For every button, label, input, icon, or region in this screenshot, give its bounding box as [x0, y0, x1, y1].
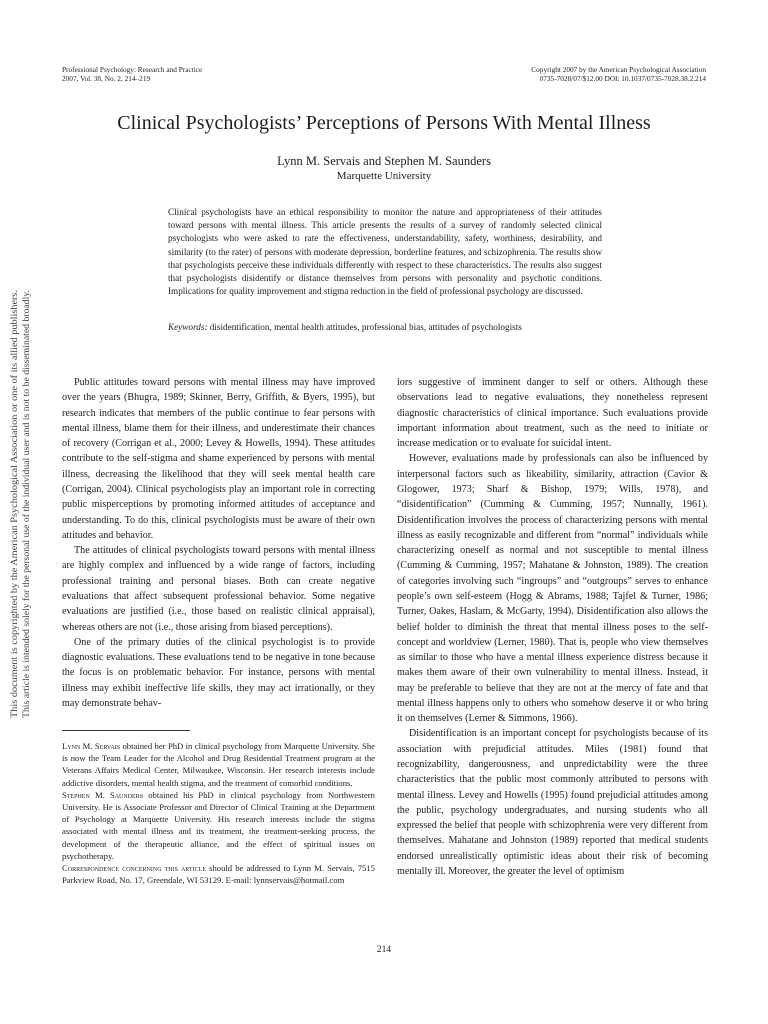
- body-column-right: [397, 375, 708, 879]
- paragraph: Public attitudes toward persons with mental illness may have improved over the years (Bhugra, 1989; Skinner, Berry, Griffith, & Byers, 1995), but research indicates that members of the public continue to fear persons with mental illness, blame them for their illness, and underestimate their chances of recovery (Corrigan et al., 2000; Levey & Howells, 1994). These attitudes contribute to the self-stigma and shame experienced by persons with mental illness, decreasing the likelihood that they will seek mental health care (Corrigan, 2004). Clinical psychologists play an important role in correcting public misperceptions by promoting informed attitudes of acceptance and understanding. To do this, clinical psychologists must be aware of their own attitudes and behavior.: [62, 377, 375, 541]
- paragraph: iors suggestive of imminent danger to self or others. Although these observations lead to negative evaluations, they nonetheless represent diagnostic characteristics of clinical importance. Such evaluations provide important information about treatment, such as the need to initiate or increase medication or to evaluate for suicidal intent.: [397, 377, 708, 450]
- journal-volume: 2007, Vol. 38, No. 2, 214–219: [62, 73, 151, 83]
- page-number: 214: [376, 945, 392, 955]
- author-note-saunders: [62, 789, 375, 862]
- keywords-label: Keywords:: [168, 322, 208, 332]
- copyright-notice: Copyright 2007 by the American Psychological Association: [531, 65, 706, 74]
- author-name: Lynn M. Servais: [62, 741, 121, 751]
- author-affiliation: Marquette University: [336, 170, 432, 182]
- paragraph: The attitudes of clinical psychologists toward persons with mental illness are highly complex and influenced by a wide range of factors, including professional training and personal biases. Both can create negative evaluations that affect subsequent professional behavior. Some negative evaluations are justified (i.e., those based on realistic clinical appraisal), whereas others are not (i.e., those arising from biased perceptions).: [62, 545, 375, 633]
- paragraph: However, evaluations made by professionals can also be influenced by interpersonal factors such as likeability, similarity, attraction (Cavior & Glogower, 1973; Sharf & Bishop, 1979; Wills, 1978), and “disidentification” (Cumming & Cumming, 1957; Nunnally, 1961). Disidentification involves the process of characterizing persons with mental illness as easily recognizable and different from “normal” individuals while characterizing oneself as normal and not susceptible to mental illness (Cumming & Cumming, 1957; Mahatane & Johnston, 1989). The creation of categories involving such “ingroups” and “outgroups” serves to enhance people’s own self-esteem (Hogg & Abrams, 1988; Tajfel & Turner, 1986; Turner, Oakes, Haslam, & McGarty, 1994). Disidentification also allows the belief holder to diminish the threat that mental illness poses to the self-concept and worldview (Lerner, 1980). That is, people who view themselves as similar to those who have a mental illness experience distress because it makes them aware of their own vulnerability to mental illness. Instead, it may be preferable to believe that they are not at the mercy of fate and that mental illness happens only to others who somehow deserve it or who bring it on themselves (Lerner & Simmons, 1966).: [397, 453, 708, 725]
- sidebar-copyright-line: This document is copyrighted by the American Psychological Association or one of its allied publishers.: [10, 327, 20, 718]
- copyright-header: [531, 66, 706, 83]
- journal-name: Professional Psychology: Research and Practice: [62, 65, 203, 74]
- sidebar-usage-line: This article is intended solely for the personal use of the individual user and is not to be disseminated broadly.: [22, 305, 32, 718]
- body-column-left: [62, 375, 375, 711]
- article-title: Clinical Psychologists’ Perceptions of Persons With Mental Illness: [117, 112, 651, 134]
- author-note-text: obtained his PhD in clinical psychology from Northwestern University. He is Associate Professor and Director of Clinical Training at the Department of Psychology at Marquette University. His research interests include the stigma associated with mental illness and its treatment, the treatment-seeking process, the development of the therapeutic alliance, and the effect of spiritual issues on psychotherapy.: [62, 789, 375, 861]
- author-note-text: obtained her PhD in clinical psychology from Marquette University. She is now the Team Leader for the Alcohol and Drug Residential Treatment program at the Veterans Affairs Medical Center, Milwaukee, Wisconsin. Her research interests include addictive disorders, mental health stigma, and the treatment of comorbid conditions.: [62, 741, 375, 788]
- paragraph: Disidentification is an important concept for psychologists because of its association with prejudicial attitudes. Miles (1981) found that recognizability, dangerousness, and unpredictability were the three characteristics that the public most commonly attributed to persons with mental illness. Levey and Howells (1995) found prejudicial attitudes among the public, psychology undergraduates, and nursing students who all expressed the belief that people with schizophrenia were very different from themselves. Mahatane and Johnston (1989) reported that medical students endorsed unrealistically optimistic ideas about their risk of becoming mentally ill. Moreover, the greater the level of optimism: [397, 728, 708, 877]
- footnote-divider: [62, 730, 190, 731]
- author-name: Stephen M. Saunders: [62, 789, 144, 800]
- paragraph: One of the primary duties of the clinical psychologist is to provide diagnostic evaluations. These evaluations tend to be negative in tone because the focus is on problematic behavior. For instance, persons with mental illness may exhibit ineffective life skills, they may act irrationally, or they may demonstrate behav-: [62, 636, 375, 709]
- author-notes: [62, 740, 375, 886]
- article-authors: Lynn M. Servais and Stephen M. Saunders: [277, 154, 491, 168]
- doi-line: 0735-7028/07/$12.00 DOI: 10.1037/0735-7028.38.2.214: [539, 73, 706, 83]
- copyright-sidebar: [5, 288, 49, 718]
- correspondence-text: should be addressed to Lynn M. Servais, 7515 Parkview Road, No. 17, Greendale, WI 53129. E-mail: lynnservais@hotmail.com: [62, 863, 375, 886]
- keywords-list: disidentification, mental health attitudes, professional bias, attitudes of psychologists: [209, 322, 522, 332]
- journal-header: [62, 66, 202, 83]
- correspondence-label: Correspondence concerning this article: [62, 863, 207, 874]
- keywords: [168, 322, 608, 332]
- abstract: Clinical psychologists have an ethical responsibility to monitor the nature and appropriateness of their attitudes toward persons with mental illness. This article presents the results of a survey of randomly selected clinical psychologists who were asked to rate the effectiveness, understandability, safety, worthiness, desirability, and similarity (to the rater) of persons with moderate depression, borderline features, and schizophrenia. The results show that psychologists perceive these individuals differently with respect to these characteristics. The results also suggest that psychologists disidentify or distance themselves from persons with personality and psychotic conditions. Implications for quality improvement and stigma reduction in the field of professional psychology are discussed.: [168, 207, 602, 297]
- author-note-servais: [62, 740, 375, 789]
- correspondence-note: [62, 862, 375, 886]
